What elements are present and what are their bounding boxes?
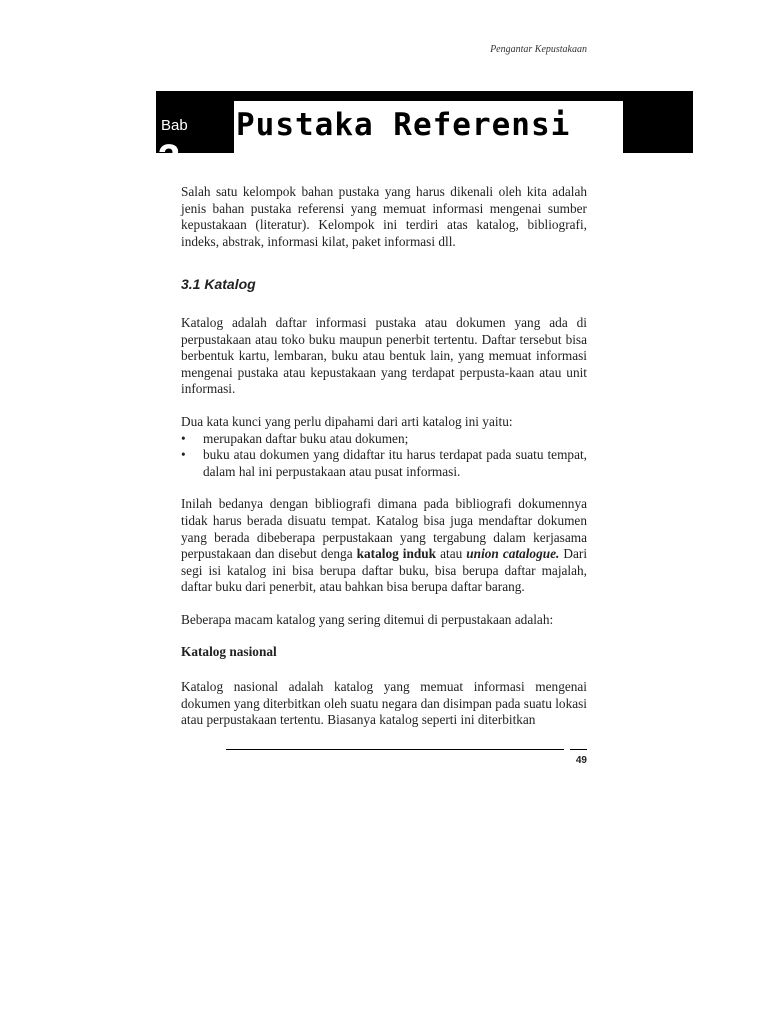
body-text (181, 184, 587, 745)
paragraph-national-catalog: Katalog nasional adalah katalog yang memuat informasi mengenai dokumen yang diterbitkan oleh suatu negara dan disimpan pada suatu lokasi atau perpustakaan tertentu. Biasanya katalog seperti ini diterbitkan (181, 679, 587, 728)
footer-rule (226, 749, 564, 750)
paragraph-text: Dari segi isi katalog ini bisa berupa daftar buku, bisa berupa daftar majalah, daftar buku dari penerbit, atau bahkan bisa berupa daftar barang. (181, 546, 588, 595)
section-heading: 3.1 Katalog (181, 276, 256, 293)
bullet-icon: • (181, 430, 186, 446)
list-item (181, 431, 587, 448)
chapter-label: Bab (161, 117, 188, 134)
subheading: Katalog nasional (181, 644, 277, 660)
list-item-text: merupakan daftar buku atau dokumen; (203, 430, 409, 446)
page-number: 49 (575, 755, 587, 766)
paragraph-types-intro: Beberapa macam katalog yang sering ditemui di perpustakaan adalah: (181, 611, 554, 627)
running-head: Pengantar Kepustakaan (490, 44, 587, 55)
title-box (234, 101, 623, 153)
paragraph-difference (181, 496, 587, 596)
keyword-list (181, 431, 587, 481)
intro-paragraph: Salah satu kelompok bahan pustaka yang harus dikenali oleh kita adalah jenis bahan pustaka referensi yang memuat informasi mengenai sumber kepustakaan (literatur). Kelompok ini terdiri atas katalog, bibliografi, indeks, abstrak, informasi kilat, paket informasi dll. (181, 184, 587, 249)
term-katalog-induk: katalog induk (356, 546, 437, 562)
chapter-banner (156, 91, 693, 181)
list-item-text: buku atau dokumen yang didaftar itu harus terdapat pada suatu tempat, dalam hal ini perpustakaan atau pusat informasi. (203, 447, 587, 479)
footer-rule-short (570, 749, 587, 750)
list-item (181, 447, 587, 480)
term-union-catalogue: union catalogue. (466, 546, 560, 562)
paragraph-text: atau (436, 546, 467, 562)
paragraph-text: Inilah bedanya dengan bibliografi dimana pada bibliografi dokumennya tidak harus berada disuatu tempat. Katalog bisa juga mendaftar dokumen yang berada dibeberapa perpustakaan yang tergabung dalam kerjasama perpustakaan dan disebut denga (181, 496, 587, 562)
bullet-icon: • (181, 447, 186, 463)
chapter-title: Pustaka Referensi (236, 107, 571, 143)
chapter-number: 3 (158, 137, 181, 181)
paragraph-definition: Katalog adalah daftar informasi pustaka atau dokumen yang ada di perpustakaan atau toko buku maupun penerbit tertentu. Daftar tersebut bisa berbentuk kartu, lembaran, buku atau bentuk lain, yang memuat informasi mengenai pustaka atau kepustakaan yang terdapat perpusta-kaan atau unit informasi. (181, 314, 587, 397)
paragraph-keywords-intro: Dua kata kunci yang perlu dipahami dari arti katalog ini yaitu: (181, 413, 513, 429)
